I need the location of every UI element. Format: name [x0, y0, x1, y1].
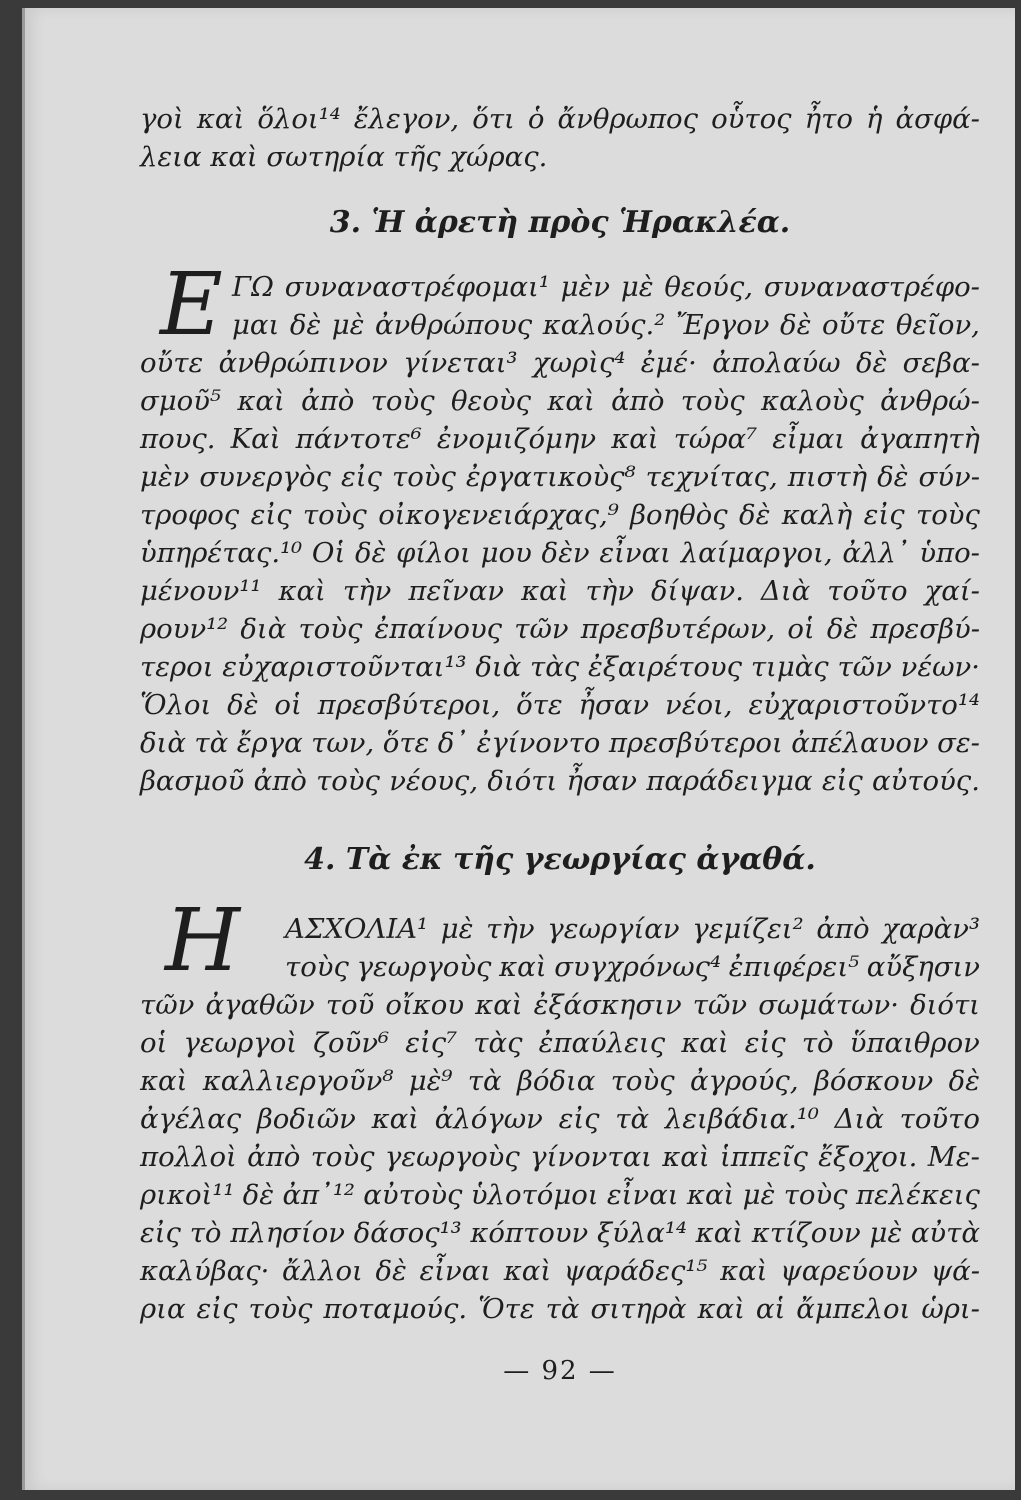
word: νέους, [389, 765, 479, 797]
word: πλησίον [230, 1217, 346, 1249]
word: οὗτος [711, 103, 792, 135]
word: εἰς [863, 499, 905, 531]
word: μὲ [742, 1179, 776, 1211]
word: Διὰ [761, 575, 811, 607]
word: ὕπαιθρον [849, 1027, 980, 1059]
word: θεούς, [664, 271, 754, 303]
word: εἰς [196, 1293, 238, 1325]
word: καὶ [521, 575, 569, 607]
word: δὲ [375, 1255, 407, 1287]
word: γεωργοὺς [384, 1141, 520, 1173]
word: καὶ [611, 423, 659, 455]
word: σιτηρὰ [590, 1293, 687, 1325]
word: τιμὰς [750, 651, 829, 683]
word: καὶ [237, 385, 285, 417]
word: τοὺς [298, 613, 363, 645]
text-line [140, 1024, 980, 1062]
word: τὴν [585, 575, 634, 607]
word: μου [480, 537, 532, 569]
word: νέων· [900, 651, 980, 683]
word: ἐγίνοντο [476, 727, 601, 759]
word: ἀπὸ [253, 765, 307, 797]
word: καὶ [475, 989, 523, 1021]
text-line [140, 1290, 980, 1328]
word: διὰ [140, 727, 186, 759]
text-line [140, 1138, 980, 1176]
word: εἰς [140, 1217, 181, 1249]
word: Οἱ [311, 537, 346, 569]
text-line [140, 648, 980, 686]
text-line [140, 458, 980, 496]
word: φίλοι [396, 537, 471, 569]
text-line [140, 344, 980, 382]
word: ὡρι- [921, 1293, 980, 1325]
section-4-dropcap: Η [165, 891, 240, 991]
word: δὲ [877, 461, 909, 493]
word: ψά- [930, 1255, 980, 1287]
word: ἐνομιζόμην [436, 423, 597, 455]
word: δὲν [541, 537, 590, 569]
word: οἱ [787, 613, 815, 645]
word: πρεσβύτεροι, [317, 689, 501, 721]
word: καλλιεργοῦν⁸ [202, 1065, 394, 1097]
text-line [140, 762, 980, 800]
text-line [140, 572, 980, 610]
word: μὲ [331, 309, 365, 341]
word: σμοῦ⁵ [140, 385, 221, 417]
word: πελέκεις [855, 1179, 980, 1211]
word: ἄλλοι [282, 1255, 363, 1287]
word: τὰς [530, 651, 580, 683]
word: καλὴ [781, 499, 853, 531]
word: οἰκογενειάρχας,⁹ [378, 499, 619, 531]
word: δὲ [242, 1179, 275, 1211]
word: μὲ [440, 913, 474, 945]
word: ρικοὶ¹¹ [140, 1179, 235, 1211]
word: τώρα⁷ [673, 423, 758, 455]
word: καλούς.² [542, 309, 666, 341]
word: μὲ [869, 1217, 903, 1249]
word: γεμίζει² [692, 913, 804, 945]
word: ἦτο [804, 103, 853, 135]
word: δίψαν. [651, 575, 744, 607]
word: Με- [927, 1141, 980, 1173]
word: καὶ [547, 385, 595, 417]
word: παράδειγμα [646, 765, 813, 797]
word: ἐξάσκησιν [533, 989, 682, 1021]
word: τῶν [140, 989, 195, 1021]
text-line: λεια καὶ σωτηρία τῆς χώρας. [140, 141, 548, 173]
word: τοὺς [610, 1065, 675, 1097]
word: εἰς [250, 499, 292, 531]
word: οἱ [274, 689, 302, 721]
word: λαίμαργοι, [680, 537, 833, 569]
word: τοὺς [248, 1293, 313, 1325]
word: αἱ [755, 1293, 786, 1325]
word: Διὰ [834, 1103, 884, 1135]
word: τεροι [140, 651, 214, 683]
text-line [140, 910, 980, 948]
word: πρεσβύ- [870, 613, 980, 645]
word: λειβάδια.¹⁰ [664, 1103, 819, 1135]
word: αὐτοὺς [363, 1179, 463, 1211]
word: πεῖναν [408, 575, 505, 607]
word: καὶ [371, 1103, 419, 1135]
word: ἄνθρωπος [557, 103, 699, 135]
word: ἀγέλας [140, 1103, 242, 1135]
word: τὰ [615, 1103, 650, 1135]
word: τοὺς [316, 765, 380, 797]
word: τὴν [342, 575, 392, 607]
word: ἡ [865, 103, 883, 135]
word: ἄμπελοι [796, 1293, 911, 1325]
word: ἔξοχοι. [818, 1141, 918, 1173]
text-line [140, 534, 980, 572]
word: εἶμαι [772, 423, 845, 455]
word: τοῦ [325, 989, 375, 1021]
word: ἀλλ᾿ [842, 537, 910, 569]
word: εἰς [744, 1027, 786, 1059]
word: ὑπο- [919, 537, 980, 569]
word: ἐπαύλεις [538, 1027, 666, 1059]
word: καὶ [720, 1255, 768, 1287]
word: εἰς [340, 461, 382, 493]
word: ὅτε [382, 727, 430, 759]
word: τοὺς [285, 951, 349, 983]
word: διὰ [240, 613, 287, 645]
word: ἀγαθῶν [205, 989, 315, 1021]
word: αὐτούς. [872, 765, 980, 797]
section-3-dropcap: Ε [160, 255, 223, 355]
word: ἀπὸ [301, 385, 355, 417]
word: καλύβας· [140, 1255, 270, 1287]
word: τροφος [140, 499, 240, 531]
word: καὶ [662, 1141, 710, 1173]
word: διότι [910, 989, 980, 1021]
word: χαρὰν³ [882, 913, 980, 945]
word: ἀπολαύω [712, 347, 841, 379]
word: οὔτε [821, 309, 886, 341]
word: ἔλεγον, [353, 103, 460, 135]
word: μένουν¹¹ [140, 575, 262, 607]
word: ἐργατικοὺς⁸ [465, 461, 636, 493]
word: ἀπὸ [247, 1141, 301, 1173]
word: ψαρεύουν [780, 1255, 918, 1287]
word: ἀπέλαυον [791, 727, 929, 759]
word: καὶ [686, 1179, 735, 1211]
word: ζοῦν⁶ [313, 1027, 390, 1059]
word: ΑΣΧΟΛΙΑ¹ [285, 913, 429, 945]
word: βοδιῶν [256, 1103, 356, 1135]
word: χαί- [924, 575, 980, 607]
word: τοὺς [391, 461, 456, 493]
word: ἀγρούς, [689, 1065, 799, 1097]
word: ἦσαν [578, 689, 650, 721]
word: ἔργα [236, 727, 303, 759]
word: βοηθὸς [630, 499, 728, 531]
word: δὲ [739, 499, 771, 531]
word: μὲν [560, 271, 610, 303]
text-line [140, 1100, 980, 1138]
word: τεχνίτας, [645, 461, 778, 493]
text-line [140, 420, 980, 458]
word: συναναστρέφο- [763, 271, 980, 303]
word: Καὶ [230, 423, 281, 455]
section-4-heading: 4. Τὰ ἐκ τῆς γεωργίας ἀγαθά. [304, 842, 816, 877]
word: καὶ [503, 1255, 552, 1287]
text-line [140, 1176, 980, 1214]
word: δὲ [355, 537, 387, 569]
word: τὰ [194, 727, 229, 759]
word: τοὺς [680, 385, 745, 417]
word: μαι [232, 309, 280, 341]
word: τὸ [189, 1217, 222, 1249]
word: ρουν¹² [140, 613, 229, 645]
word: ἐπαίνους [374, 613, 503, 645]
word: ψαράδες¹⁵ [563, 1255, 708, 1287]
word: οἱ [140, 1027, 168, 1059]
word: δὲ [826, 613, 859, 645]
word: ρια [140, 1293, 186, 1325]
word: κτίζουν [751, 1217, 861, 1249]
word: μὲν [140, 461, 190, 493]
word: γοὶ [140, 103, 184, 135]
word: ἀλόγων [434, 1103, 543, 1135]
word: καὶ [697, 1293, 745, 1325]
word: πολλοὶ [140, 1141, 237, 1173]
word: εἶναι [419, 1255, 492, 1287]
word: ἀνθρώ- [880, 385, 980, 417]
word: ξύλα¹⁴ [597, 1217, 687, 1249]
word: εὐχαριστοῦνται¹³ [222, 651, 467, 683]
word: διὰ [475, 651, 522, 683]
text-line [140, 686, 980, 724]
word: οἴκου [385, 989, 465, 1021]
word: θεῖον, [895, 309, 980, 341]
word: ἀπὸ [611, 385, 665, 417]
word: καὶ [695, 1217, 744, 1249]
section-3-heading: 3. Ἡ ἀρετὴ πρὸς Ἡρακλέα. [329, 205, 791, 240]
word: χωρὶς⁴ [532, 347, 626, 379]
word: σύν- [918, 461, 980, 493]
word: ὑπηρέτας.¹⁰ [140, 537, 303, 569]
word: νέοι, [664, 689, 733, 721]
word: ἐμέ· [640, 347, 697, 379]
word: πιστὴ [787, 461, 868, 493]
word: δ᾿ [437, 727, 469, 759]
word: καλοὺς [761, 385, 864, 417]
word: πρεσβύτεροι [608, 727, 783, 759]
word: τῶν [514, 613, 569, 645]
text-line [140, 100, 980, 138]
text-line [140, 948, 980, 986]
top-paragraph [140, 100, 980, 176]
word: οὔτε [140, 347, 204, 379]
word: τοὺς [302, 499, 367, 531]
text-line [140, 1062, 980, 1100]
word: τὰ [545, 1293, 580, 1325]
word: εἰς⁷ [405, 1027, 458, 1059]
word: ἐξαιρέτους [587, 651, 743, 683]
word: ἐπιφέρει⁵ [728, 951, 860, 983]
word: γεωργίαν [547, 913, 680, 945]
word: διότι [487, 765, 558, 797]
text-line [140, 986, 980, 1024]
word: ποταμούς. [323, 1293, 468, 1325]
text-line [140, 1214, 980, 1252]
word: κόπτουν [470, 1217, 589, 1249]
word: ὅτε [516, 689, 563, 721]
word: τοὺς [310, 1141, 375, 1173]
word: πρεσβυτέρων, [580, 613, 776, 645]
word: καὶ [499, 951, 547, 983]
word: ἀπ᾿¹² [282, 1179, 355, 1211]
word: ἀσφά- [895, 103, 980, 135]
word: πους. [140, 423, 216, 455]
word: τοῦτο [827, 575, 908, 607]
word: ΓΩ [232, 271, 274, 303]
word: ἀπὸ [816, 913, 870, 945]
word: τὸ [801, 1027, 834, 1059]
word: αὔξησιν [866, 951, 980, 983]
text-line [140, 1252, 980, 1290]
word: μὲ⁹ [408, 1065, 453, 1097]
word: καὶ [196, 103, 245, 135]
text-line [140, 724, 980, 762]
word: ἦσαν [566, 765, 638, 797]
word: γίνεται³ [403, 347, 518, 379]
word: εἶναι [599, 537, 671, 569]
word: πάντοτε⁶ [295, 423, 422, 455]
section-3-body [140, 268, 980, 800]
word: δάσος¹³ [353, 1217, 462, 1249]
word: τοῦτο [899, 1103, 980, 1135]
word: δὲ [780, 309, 812, 341]
word: τοὺς [783, 1179, 848, 1211]
word: εἶναι [606, 1179, 679, 1211]
word: συνεργὸς [199, 461, 331, 493]
word: τὰ [467, 1065, 502, 1097]
page-number: — 92 — [503, 1356, 617, 1386]
word: δὲ [227, 689, 259, 721]
word: εἰς [558, 1103, 600, 1135]
word: τοὺς [370, 385, 435, 417]
text-line [140, 610, 980, 648]
word: θεοὺς [451, 385, 531, 417]
word: βόσκουν [813, 1065, 934, 1097]
word: μὲ [620, 271, 654, 303]
word: δὲ [289, 309, 322, 341]
word: τῶν [837, 651, 892, 683]
word: τῶν [692, 989, 748, 1021]
word: ὅλοι¹⁴ [257, 103, 341, 135]
section-4-body [140, 910, 980, 1328]
word: βόδια [516, 1065, 596, 1097]
word: γεωργοὶ [183, 1027, 298, 1059]
word: καὶ [681, 1027, 729, 1059]
word: εἰς [821, 765, 863, 797]
word: ὅτι [472, 103, 515, 135]
text-line [140, 268, 980, 306]
word: συναναστρέφομαι¹ [284, 271, 550, 303]
word: ἀνθρώπινον [218, 347, 388, 379]
word: ἱππεῖς [719, 1141, 808, 1173]
text-line [140, 306, 980, 344]
word: καὶ [278, 575, 326, 607]
word: δὲ [948, 1065, 980, 1097]
word: τὰς [473, 1027, 523, 1059]
text-line [140, 382, 980, 420]
word: των, [311, 727, 375, 759]
word: Ἔργον [675, 309, 770, 341]
word: Ὅτε [478, 1293, 535, 1325]
word: γίνονται [530, 1141, 652, 1173]
word: ὑλοτόμοι [470, 1179, 599, 1211]
word: Ὅλοι [140, 689, 212, 721]
word: σε- [937, 727, 980, 759]
word: σωμάτων· [758, 989, 899, 1021]
text-line [140, 496, 980, 534]
word: σεβα- [902, 347, 980, 379]
word: βασμοῦ [140, 765, 245, 797]
word: εὐχαριστοῦντο¹⁴ [748, 689, 980, 721]
word: ἀνθρώπους [374, 309, 533, 341]
word: δὲ [855, 347, 888, 379]
word: αὐτὰ [910, 1217, 980, 1249]
word: γεωργοὺς [356, 951, 492, 983]
word: καὶ [140, 1065, 188, 1097]
word: τὴν [486, 913, 535, 945]
word: ἀγαπητὴ [860, 423, 980, 455]
word: συγχρόνως⁴ [554, 951, 722, 983]
word: τοὺς [916, 499, 980, 531]
word: ὁ [527, 103, 545, 135]
